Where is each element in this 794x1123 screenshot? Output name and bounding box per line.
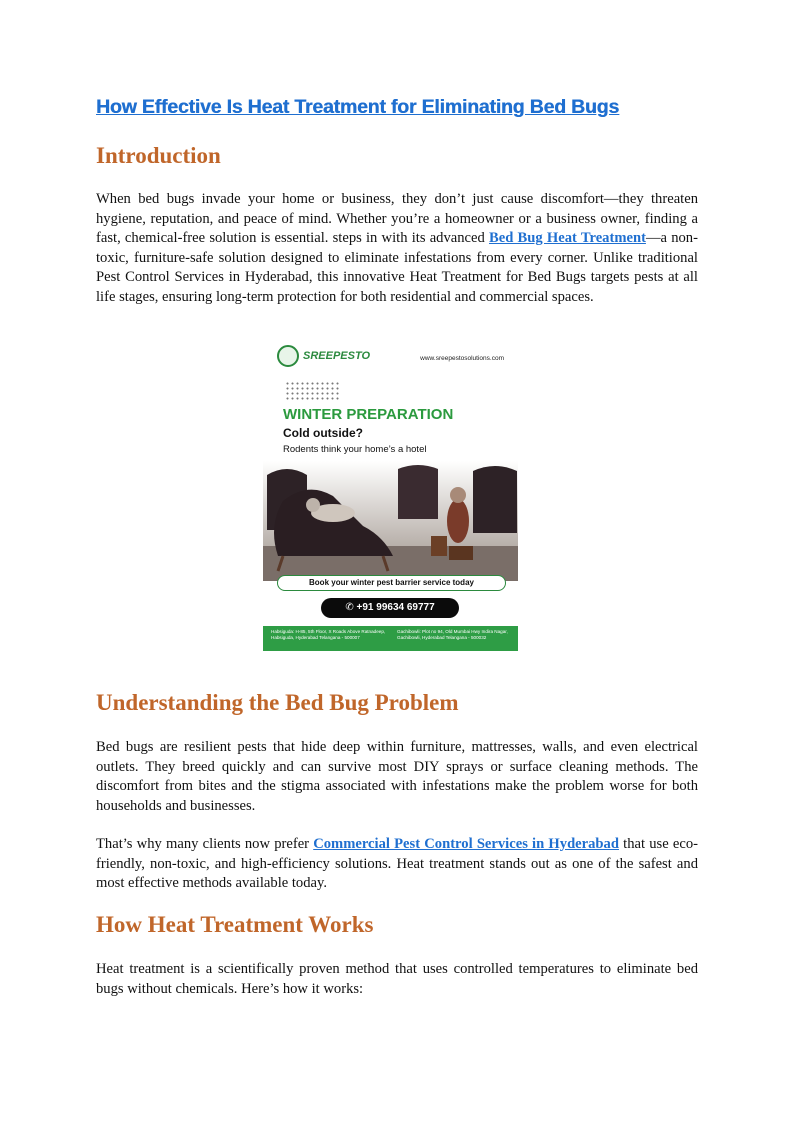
- heading-bed-bug-problem: Understanding the Bed Bug Problem: [96, 690, 459, 715]
- address-gachibowli: Gachibowli: Plot no 94, Old Mumbai Hwy Indira Nagar, Gachibowli, Hyderabad Telangana - 500032: [397, 629, 508, 640]
- problem-text-start: That’s why many clients now prefer: [96, 836, 314, 852]
- promo-image: [263, 333, 518, 651]
- problem-paragraph-1: Bed bugs are resilient pests that hide deep within furniture, mattresses, walls, and even electrical outlets. They breed quickly and can survive most DIY sprays or surface cleaning methods. The discomfort from bites and the stigma associated with infestations make the problem worse for both households and businesses.: [96, 739, 698, 814]
- promo-cta-banner: Book your winter pest barrier service today: [277, 575, 506, 591]
- problem-paragraph-2: [96, 835, 698, 894]
- promo-website: www.sreepestosolutions.com: [420, 355, 504, 362]
- commercial-pest-control-link[interactable]: Commercial Pest Control Services in Hyderabad: [313, 836, 619, 852]
- works-paragraph: Heat treatment is a scientifically proven method that uses controlled temperatures to eliminate bed bugs without chemicals. Here’s how it works:: [96, 961, 698, 997]
- bed-bug-heat-treatment-link[interactable]: Bed Bug Heat Treatment: [489, 230, 646, 247]
- intro-text-start: When bed bugs invade your home or business, they don’t just cause discomfort—they threaten hygiene, reputation, and peace of mind. Whether you’re a homeowner or a business owner, finding a fast, chemical-free solution is essential. steps in with its advanced: [96, 191, 698, 247]
- brand-name: SREEPESTO: [303, 350, 371, 362]
- problem-text-end: that use eco-friendly, non-toxic, and high-efficiency solutions. Heat treatment stands out as one of the safest and most effective methods available today.: [96, 836, 698, 892]
- intro-paragraph: [96, 190, 698, 308]
- document-title: How Effective Is Heat Treatment for Eliminating Bed Bugs: [96, 96, 619, 118]
- rodent-lounge-illustration: [263, 461, 518, 581]
- dot-pattern-decoration: [285, 381, 339, 401]
- promo-footer: [263, 626, 518, 651]
- intro-text-end: —a non-toxic, furniture-safe solution designed to eliminate infestations from every corner. Unlike traditional Pest Control Services in Hyderabad, this innovative Heat Treatment for Bed Bugs targets pests at all life stages, ensuring long-term protection for both residential and commercial spaces.: [96, 230, 698, 305]
- phone-icon: ✆: [345, 602, 357, 613]
- phone-button: [321, 598, 459, 618]
- phone-number: +91 99634 69777: [356, 602, 435, 613]
- heading-how-heat-treatment-works: How Heat Treatment Works: [96, 912, 374, 937]
- address-habsiguda: Habsiguda: H-85, 5th Floor, X Roads Above Ratnadeep, Habsiguda, Hyderabad Telangana - 500007: [271, 629, 386, 640]
- brand-logo: [277, 345, 370, 367]
- promo-subheadline: Cold outside?: [283, 426, 363, 440]
- promo-headline: WINTER PREPARATION: [283, 406, 454, 423]
- brand-logo-icon: [277, 345, 299, 367]
- promo-tagline: Rodents think your home’s a hotel: [283, 444, 427, 455]
- heading-introduction: Introduction: [96, 143, 221, 168]
